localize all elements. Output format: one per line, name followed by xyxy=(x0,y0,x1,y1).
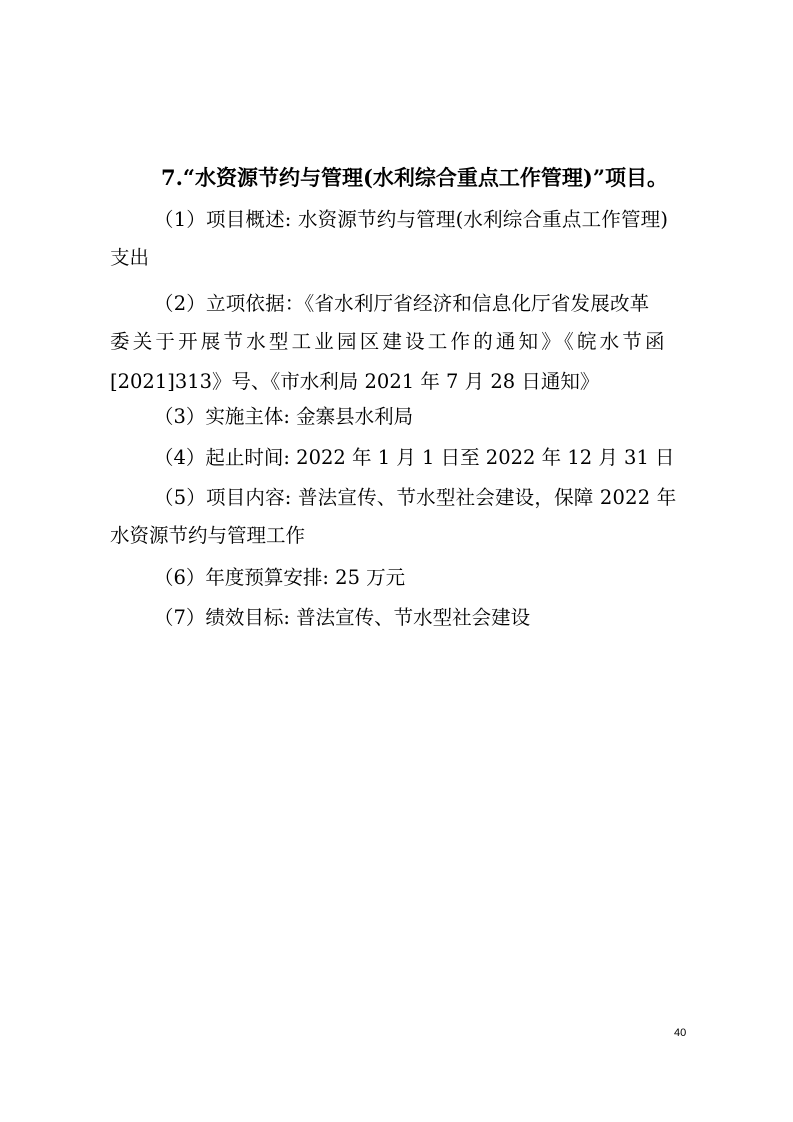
project-overview-continuation: 支出 xyxy=(110,246,150,269)
project-basis-continuation: 委关于开展节水型工业园区建设工作的通知》《皖水节函 xyxy=(110,330,668,353)
project-basis-line: （2）立项依据：《省水利厅省经济和信息化厅省发展改革 xyxy=(154,292,650,315)
project-content-continuation: 水资源节约与管理工作 xyxy=(110,524,306,547)
annual-budget-line: （6）年度预算安排: 25 万元 xyxy=(154,566,406,589)
performance-target-line: （7）绩效目标: 普法宣传、节水型社会建设 xyxy=(154,606,531,629)
project-period-line: （4）起止时间: 2022 年 1 月 1 日至 2022 年 12 月 31 日 xyxy=(154,446,675,469)
project-overview-line: （1）项目概述: 水资源节约与管理(水利综合重点工作管理) xyxy=(154,208,669,231)
section-title: 7.“水资源节约与管理(水利综合重点工作管理)”项目。 xyxy=(161,165,668,190)
project-content-line: （5）项目内容: 普法宣传、节水型社会建设，保障 2022 年 xyxy=(154,486,677,509)
project-basis-reference: [2021]313》号、《市水利局 2021 年 7 月 28 日通知》 xyxy=(110,370,600,393)
page-number: 40 xyxy=(674,1027,687,1039)
implementing-entity-line: （3）实施主体: 金寨县水利局 xyxy=(154,405,414,428)
